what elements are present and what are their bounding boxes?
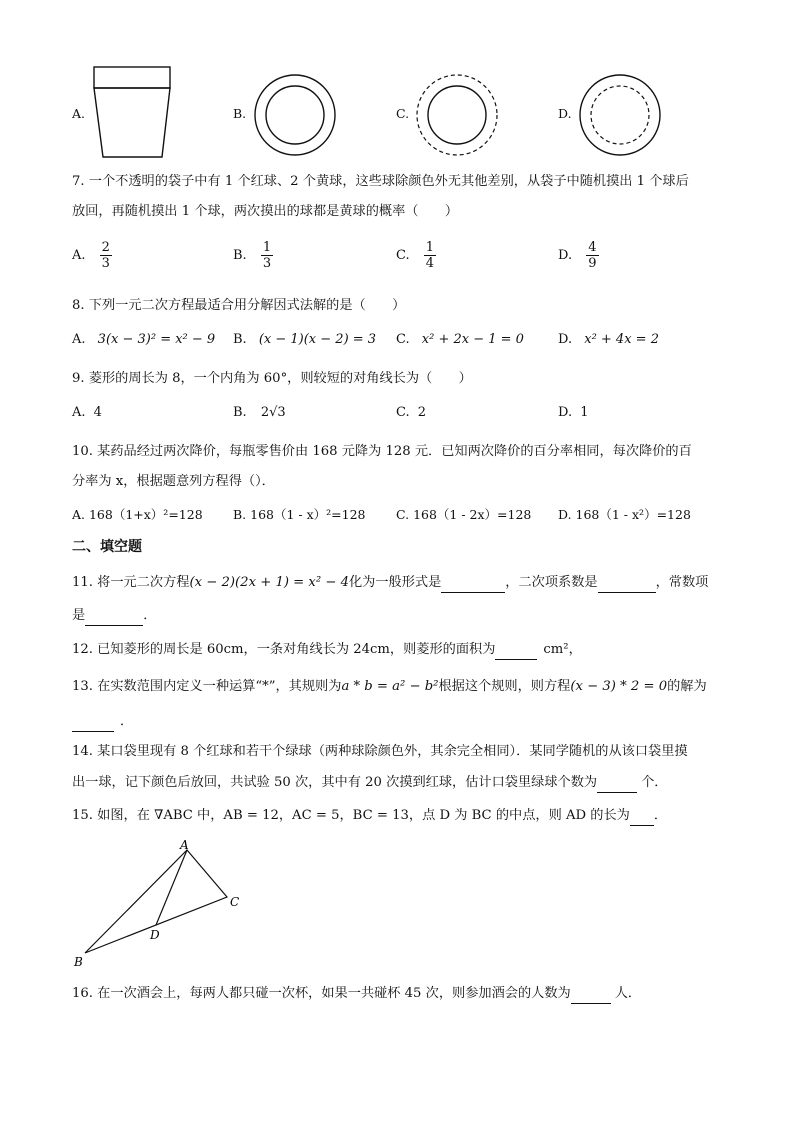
q11-blank-general-form[interactable] — [441, 578, 505, 593]
fraction-numerator: 1 — [425, 240, 435, 255]
q15-end: ． — [653, 808, 668, 823]
q10-line-2: 分率为 x，根据题意列方程得（）． — [72, 474, 275, 489]
q6-figure-d-dashed-inner-icon — [577, 72, 663, 158]
q8-stem: 8. 下列一元二次方程最适合用分解因式法解的是（ ） — [72, 298, 406, 313]
q11-mid-3: ，常数项 — [655, 575, 709, 590]
q7-option-c-fraction — [424, 240, 436, 271]
q11-line-2 — [72, 606, 156, 626]
q14-end: 个． — [641, 775, 668, 790]
q9-option-c — [396, 405, 426, 420]
q13-line-1 — [72, 677, 707, 697]
q9-stem: 9. 菱形的周长为 8，一个内角为 60°，则较短的对角线长为（ ） — [72, 371, 472, 386]
q6-option-d-label: D. — [558, 106, 572, 121]
q9-option-a-expr: 4 — [93, 405, 102, 420]
q8-option-d — [558, 332, 659, 347]
q8-option-a-label: A. — [72, 332, 86, 347]
fraction-denominator: 9 — [588, 256, 597, 271]
vertex-label-b: B — [74, 955, 83, 969]
q13-rule: a * b = a² − b² — [341, 679, 439, 694]
q15-text: 15. 如图，在 ∇ABC 中，AB = 12，AC = 5，BC = 13，点 D 为 BC 的中点，则 AD 的长为 — [72, 808, 630, 823]
q11-line-1 — [72, 573, 708, 593]
q14-line-2 — [72, 773, 667, 793]
q6-option-a-label: A. — [72, 106, 86, 121]
q15-blank-ad-length[interactable] — [630, 811, 654, 826]
q16-line — [72, 984, 641, 1004]
fraction-denominator: 3 — [101, 256, 110, 271]
vertex-label-d: D — [150, 928, 160, 942]
q10-option-c: C. 168（1 - 2x）=128 — [396, 507, 532, 522]
q13-end: ． — [120, 714, 134, 729]
q11-mid-2: ，二次项系数是 — [505, 575, 598, 590]
q8-option-d-expr: x² + 4x = 2 — [584, 332, 659, 347]
q11-blank-quadratic-coefficient[interactable] — [598, 578, 656, 593]
q6-option-c-label: C. — [396, 106, 410, 121]
median-ad — [156, 850, 187, 925]
q16-blank-people-count[interactable] — [571, 989, 611, 1004]
q8-option-d-label: D. — [558, 332, 573, 347]
q7-option-a-label: A. — [72, 248, 86, 263]
section-header-fill-in: 二、填空题 — [72, 539, 142, 555]
q9-option-b-label: B. — [233, 405, 247, 420]
q8-option-c-label: C. — [396, 332, 410, 347]
q9-option-c-label: C. — [396, 405, 410, 420]
q8-option-b-expr: (x − 1)(x − 2) = 3 — [258, 332, 377, 347]
q6-figure-b-rings-icon — [252, 72, 338, 158]
q7-option-b-label: B. — [233, 248, 247, 263]
q8-option-b — [233, 332, 376, 347]
q10-option-a: A. 168（1+x）²=128 — [72, 507, 203, 522]
q7-option-b-fraction — [261, 240, 273, 271]
q7-option-a — [72, 240, 112, 271]
q10-line-1: 10. 某药品经过两次降价，每瓶零售价由 168 元降为 128 元．已知两次降价的百分率相同，每次降价的百 — [72, 444, 692, 459]
q16-text: 16. 在一次酒会上，每两人都只碰一次杯，如果一共碰杯 45 次，则参加酒会的人数为 — [72, 986, 571, 1001]
q7-option-d-label: D. — [558, 248, 573, 263]
q13-tail: 的解为 — [667, 679, 707, 694]
q8-option-c-expr: x² + 2x − 1 = 0 — [421, 332, 524, 347]
fraction-numerator: 1 — [262, 240, 272, 255]
q7-option-a-fraction — [100, 240, 112, 271]
q11-blank-constant-term[interactable] — [85, 611, 143, 626]
q12-text: 12. 已知菱形的周长是 60cm，一条对角线长为 24cm，则菱形的面积为 — [72, 642, 496, 657]
q6-figure-a-cup-icon — [90, 64, 175, 160]
q7-option-d — [558, 240, 599, 271]
q13-equation: (x − 3) * 2 = 0 — [570, 679, 668, 694]
q6-figure-c-dashed-outer-icon — [414, 72, 500, 158]
q13-line-2 — [72, 712, 133, 732]
q11-line-2-text: 是 — [72, 608, 86, 623]
q14-line-1: 14. 某口袋里现有 8 个红球和若干个绿球（两种球除颜色外，其余完全相同）．某同学随机的从该口袋里摸 — [72, 744, 688, 759]
q14-blank-green-count[interactable] — [597, 778, 637, 793]
q7-option-d-fraction — [586, 240, 598, 271]
q13-mid: 根据这个规则，则方程 — [438, 679, 571, 694]
q8-option-c — [396, 332, 524, 347]
q9-option-b-expr: 2√3 — [260, 405, 286, 420]
q8-option-a-expr: 3(x − 3)² = x² − 9 — [97, 332, 216, 347]
q6-option-b-label: B. — [233, 106, 247, 121]
fraction-denominator: 4 — [425, 256, 435, 271]
q9-option-c-expr: 2 — [417, 405, 427, 420]
q11-mid-1: 化为一般形式是 — [348, 575, 442, 590]
q9-option-b — [233, 405, 286, 420]
q10-option-d: D. 168（1 - x²）=128 — [558, 507, 691, 522]
q7-option-c-label: C. — [396, 248, 410, 263]
q8-option-b-label: B. — [233, 332, 247, 347]
q7-line-1: 7. 一个不透明的袋子中有 1 个红球、2 个黄球，这些球除颜色外无其他差别，从袋子中随机摸出 1 个球后 — [72, 174, 689, 189]
q10-option-b: B. 168（1 - x）²=128 — [233, 507, 366, 522]
q9-option-a-label: A. — [72, 405, 86, 420]
fraction-numerator: 2 — [101, 240, 110, 255]
vertex-label-a: A — [180, 838, 189, 852]
q12-line — [72, 640, 582, 660]
q9-option-d-label: D. — [558, 405, 573, 420]
q7-line-2: 放回，再随机摸出 1 个球，两次摸出的球都是黄球的概率（ ） — [72, 204, 459, 219]
fraction-denominator: 3 — [262, 256, 272, 271]
q13-blank-solution[interactable] — [72, 717, 114, 732]
q9-option-a — [72, 405, 102, 420]
vertex-label-c: C — [230, 895, 240, 909]
q11-equation: (x − 2)(2x + 1) = x² − 4 — [189, 575, 349, 590]
q15-triangle-figure — [70, 836, 250, 970]
fraction-numerator: 4 — [588, 240, 597, 255]
q12-blank-area[interactable] — [495, 645, 537, 660]
q9-option-d-expr: 1 — [580, 405, 589, 420]
q15-line — [72, 806, 667, 826]
q14-text: 出一球，记下颜色后放回，共试验 50 次，其中有 20 次摸到红球，估计口袋里绿球个数为 — [72, 775, 598, 790]
q16-end: 人． — [614, 986, 642, 1001]
q7-option-b — [233, 240, 273, 271]
q8-option-a — [72, 332, 215, 347]
q12-unit: cm²， — [543, 642, 582, 657]
q13-text: 13. 在实数范围内定义一种运算“*”，其规则为 — [72, 679, 342, 694]
q11-prefix: 11. 将一元二次方程 — [72, 575, 190, 590]
q7-option-c — [396, 240, 436, 271]
q11-end: ． — [143, 608, 157, 623]
q9-option-d — [558, 405, 589, 420]
